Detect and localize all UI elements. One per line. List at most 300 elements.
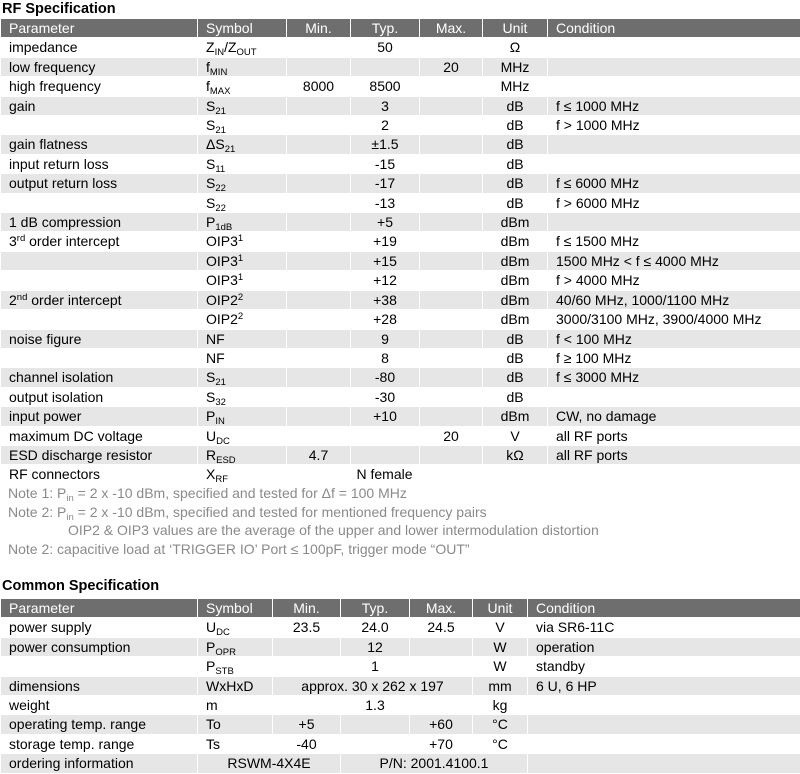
typ-cell: +12 [351,271,420,290]
symbol-cell [198,38,287,57]
symbol-subscript: 21 [215,105,226,116]
note-text-rest: = 2 x -10 dBm, specified and tested for mentioned frequency pairs [73,503,487,520]
parameter-text: 3 [9,233,17,250]
symbol-subscript: 21 [224,144,236,155]
unit-cell: dB [483,96,548,115]
order-code-cell: RSWM-4X4E [198,754,341,773]
max-cell [420,387,483,406]
col-parameter: Parameter [1,19,198,38]
note-line [8,484,798,503]
symbol-cell [198,174,287,193]
max-cell [420,290,483,309]
max-cell [420,271,483,290]
typ-cell: +19 [351,232,420,251]
condition-cell [548,154,800,173]
note-text: OIP2 & OIP3 values are the average of the upper and lower intermodulation distortion [68,522,599,539]
min-cell [287,174,351,193]
condition-cell: 6 U, 6 HP [528,676,800,695]
max-cell [410,637,473,656]
unit-cell: kΩ [483,445,548,464]
max-cell [420,174,483,193]
parameter-text: 2 [9,291,17,308]
symbol-cell [198,445,287,464]
symbol-subscript: OPR [215,646,236,657]
parameter-text: output return loss [9,175,118,192]
parameter-text: ESD discharge resistor [9,446,153,463]
parameter-text: maximum DC voltage [9,427,143,444]
typ-cell: 3 [351,96,420,115]
min-cell [287,407,351,426]
symbol-cell [198,251,287,270]
max-cell [420,77,483,96]
min-cell [287,329,351,348]
symbol-subscript: 1dB [215,222,233,232]
table-row [1,637,800,656]
max-cell [420,232,483,251]
rf-notes [8,484,798,559]
parameter-text: power consumption [9,638,131,655]
unit-cell: dBm [483,251,548,270]
parameter-cell [1,426,198,445]
note-text: Note 2: P [8,503,67,520]
max-cell [420,154,483,173]
parameter-cell [1,696,198,715]
symbol-cell [198,426,287,445]
parameter-cell [1,715,198,734]
table-row [1,116,800,135]
table-row [1,57,800,76]
parameter-cell [1,387,198,406]
symbol-text: R [206,446,217,463]
min-cell [287,271,351,290]
symbol-text: To [206,716,221,733]
typ-cell: +28 [351,310,420,329]
condition-cell: f ≤ 6000 MHz [548,174,800,193]
unit-cell: dB [483,116,548,135]
min-cell: +5 [273,715,341,734]
min-cell [287,368,351,387]
symbol-text: S [206,369,216,386]
parameter-cell [1,251,198,270]
table-row [1,77,800,96]
symbol-subscript: ESD [216,454,236,465]
unit-cell: MHz [483,57,548,76]
symbol-cell [198,715,273,734]
unit-cell: W [473,637,528,656]
parameter-cell [1,271,198,290]
symbol-text: P [206,638,216,655]
parameter-cell [1,213,198,232]
max-cell [420,348,483,367]
symbol-subscript: IN [215,416,225,427]
max-cell: +70 [410,734,473,753]
symbol-subscript: IN [214,47,225,58]
condition-cell [548,213,800,232]
parameter-cell [1,77,198,96]
symbol-text: NF [206,349,225,366]
condition-cell [548,38,800,57]
condition-cell: f > 1000 MHz [548,116,800,135]
unit-cell: dBm [483,310,548,329]
typ-cell: +5 [351,213,420,232]
table-row [1,348,800,367]
parameter-superscript: nd [16,291,28,303]
min-cell: -40 [273,734,341,753]
rf-spec-table [0,18,800,485]
symbol-cell [198,310,287,329]
min-cell [287,57,351,76]
unit-cell: dB [483,193,548,212]
table-row [1,715,800,734]
parameter-text: channel isolation [9,369,114,386]
symbol-text: S [206,388,216,405]
max-cell [420,38,483,57]
max-cell [420,310,483,329]
max-cell: +60 [410,715,473,734]
parameter-cell [1,57,198,76]
col-condition: Condition [548,19,800,38]
parameter-cell [1,193,198,212]
col-parameter: Parameter [1,599,198,618]
max-cell [420,368,483,387]
footnote-ref: 1 [237,233,244,245]
parameter-text: power supply [9,619,92,636]
parameter-text: noise figure [9,330,82,347]
max-cell [420,329,483,348]
max-cell: 20 [420,57,483,76]
symbol-cell [198,154,287,173]
typ-cell [351,445,420,464]
note-line [8,540,798,559]
unit-cell: dB [483,348,548,367]
parameter-cell [1,368,198,387]
condition-cell: f ≤ 3000 MHz [548,368,800,387]
common-spec-table [0,598,800,774]
min-cell [287,154,351,173]
min-cell [287,290,351,309]
symbol-cell [198,329,287,348]
unit-cell: dB [483,174,548,193]
unit-cell: dBm [483,290,548,309]
symbol-text: OIP3 [206,233,238,250]
symbol-subscript-2: OUT [236,47,257,58]
min-cell: 8000 [287,77,351,96]
symbol-subscript: MIN [209,66,228,77]
min-cell [287,251,351,270]
parameter-cell [1,154,198,173]
condition-cell [528,696,800,715]
parameter-cell [1,290,198,309]
condition-cell: operation [528,637,800,656]
symbol-text: ΔS [206,136,225,153]
condition-cell [548,135,800,154]
table-row [1,465,800,484]
table-row [1,426,800,445]
symbol-cell [198,387,287,406]
symbol-text: U [206,427,217,444]
typ-cell [341,734,410,753]
min-cell: 23.5 [273,618,341,637]
col-min: Min. [273,599,341,618]
table-row [1,754,800,773]
min-cell [273,657,341,676]
note-text: Note 2: capacitive load at ‘TRIGGER IO’ Port ≤ 100pF, trigger mode “OUT” [8,541,470,558]
rf-spec-title: RF Specification [2,1,116,17]
condition-cell [528,734,800,753]
symbol-subscript: 21 [215,377,226,388]
symbol-text-2: /Z [224,39,237,56]
symbol-subscript: 32 [215,396,226,407]
part-number-cell: P/N: 2001.4100.1 [341,754,528,773]
value-span-cell: approx. 30 x 262 x 197 [273,676,473,695]
min-cell [273,696,341,715]
symbol-cell [198,77,287,96]
symbol-cell [198,193,287,212]
symbol-text: OIP2 [206,311,238,328]
common-header-row [1,599,800,618]
unit-cell: W [473,657,528,676]
typ-cell: +15 [351,251,420,270]
symbol-cell [198,618,273,637]
table-row [1,154,800,173]
parameter-text: output isolation [9,388,104,405]
common-spec-title: Common Specification [2,578,160,594]
unit-cell: dBm [483,271,548,290]
condition-cell: standby [528,657,800,676]
col-max: Max. [420,19,483,38]
parameter-cell [1,734,198,753]
parameter-text: input power [9,408,82,425]
condition-cell [548,465,800,484]
parameter-text: gain flatness [9,136,88,153]
parameter-text: storage temp. range [9,735,135,752]
typ-cell: -80 [351,368,420,387]
parameter-text-rest: order intercept [25,233,120,250]
table-row [1,696,800,715]
min-cell [287,193,351,212]
table-row [1,387,800,406]
unit-cell: mm [473,676,528,695]
symbol-text: P [206,408,216,425]
symbol-subscript: DC [216,435,230,446]
table-row [1,213,800,232]
max-cell [420,213,483,232]
table-row [1,135,800,154]
symbol-text: Ts [206,735,220,752]
value-span-cell: N female [287,465,483,484]
min-cell [287,348,351,367]
parameter-text: weight [9,697,50,714]
symbol-text: S [206,175,216,192]
unit-cell: dBm [483,407,548,426]
symbol-text: WxHxD [206,677,254,694]
parameter-cell [1,465,198,484]
note-text: Note 1: P [8,485,67,501]
symbol-subscript: STB [215,666,234,677]
table-row [1,445,800,464]
typ-cell: -30 [351,387,420,406]
typ-cell: -17 [351,174,420,193]
col-symbol: Symbol [198,19,287,38]
col-typ: Typ. [341,599,410,618]
unit-cell: dBm [483,232,548,251]
symbol-cell [198,135,287,154]
symbol-text: OIP3 [206,252,238,269]
table-row [1,174,800,193]
parameter-text: input return loss [9,155,109,172]
parameter-cell [1,310,198,329]
table-row [1,329,800,348]
symbol-text: m [206,697,218,714]
parameter-text: high frequency [9,78,101,95]
min-cell [287,96,351,115]
table-row [1,193,800,212]
parameter-cell [1,116,198,135]
note-text-rest: = 2 x -10 dBm, specified and tested for Δf = 100 MHz [73,485,407,501]
symbol-text: P [206,658,216,675]
typ-cell: 24.0 [341,618,410,637]
symbol-cell [198,290,287,309]
parameter-cell [1,38,198,57]
note-subscript: in [66,511,74,523]
table-row [1,676,800,695]
min-cell [287,310,351,329]
min-cell [287,387,351,406]
condition-cell [548,57,800,76]
min-cell [287,116,351,135]
unit-cell: dB [483,329,548,348]
symbol-subscript: DC [216,627,230,638]
parameter-cell [1,618,198,637]
parameter-cell [1,657,198,676]
symbol-cell [198,676,273,695]
footnote-ref: 2 [237,311,244,323]
symbol-text: S [206,117,216,134]
typ-cell: 1.3 [341,696,410,715]
max-cell [420,251,483,270]
unit-cell: °C [473,715,528,734]
col-condition: Condition [528,599,800,618]
symbol-subscript: 11 [215,163,226,174]
min-cell: 4.7 [287,445,351,464]
symbol-cell [198,637,273,656]
symbol-text: f [206,78,210,95]
min-cell [287,38,351,57]
parameter-cell [1,445,198,464]
symbol-text: Z [206,39,215,56]
condition-cell: f ≤ 1500 MHz [548,232,800,251]
symbol-text: OIP3 [206,272,238,289]
symbol-text: U [206,619,217,636]
table-row [1,38,800,57]
footnote-ref: 1 [237,252,244,264]
parameter-text: impedance [9,39,78,56]
parameter-cell [1,676,198,695]
typ-cell [341,715,410,734]
symbol-text: f [206,58,210,75]
unit-cell: dB [483,154,548,173]
symbol-text: NF [206,330,225,347]
typ-cell: 50 [351,38,420,57]
max-cell [410,696,473,715]
condition-cell: CW, no damage [548,407,800,426]
typ-cell: 9 [351,329,420,348]
max-cell [410,657,473,676]
table-row [1,251,800,270]
unit-cell: V [473,618,528,637]
unit-cell [483,465,548,484]
typ-cell [351,57,420,76]
parameter-cell: ordering information [1,754,198,773]
min-cell [273,637,341,656]
min-cell [287,426,351,445]
parameter-cell [1,96,198,115]
typ-cell: +38 [351,290,420,309]
max-cell [420,96,483,115]
condition-cell [528,715,800,734]
condition-cell [528,754,800,773]
rf-header-row [1,19,800,38]
typ-cell: -15 [351,154,420,173]
min-cell [287,232,351,251]
symbol-text: S [206,155,216,172]
typ-cell: +10 [351,407,420,426]
table-row [1,368,800,387]
parameter-cell [1,232,198,251]
symbol-cell [198,657,273,676]
condition-cell: all RF ports [548,426,800,445]
parameter-cell [1,329,198,348]
footnote-ref: 1 [237,272,244,284]
table-row [1,232,800,251]
condition-cell: via SR6-11C [528,618,800,637]
condition-cell [548,387,800,406]
typ-cell: 8 [351,348,420,367]
max-cell [420,445,483,464]
table-row [1,618,800,637]
condition-cell: f > 6000 MHz [548,193,800,212]
col-max: Max. [410,599,473,618]
condition-cell: 3000/3100 MHz, 3900/4000 MHz [548,310,800,329]
symbol-cell [198,368,287,387]
table-row [1,734,800,753]
symbol-cell [198,213,287,232]
unit-cell: dBm [483,213,548,232]
parameter-cell [1,637,198,656]
symbol-cell [198,116,287,135]
max-cell: 20 [420,426,483,445]
symbol-text: S [206,97,216,114]
table-row [1,310,800,329]
symbol-subscript: RF [215,474,229,485]
parameter-superscript: rd [16,233,26,245]
condition-cell: f ≥ 100 MHz [548,348,800,367]
col-unit: Unit [483,19,548,38]
unit-cell: dB [483,135,548,154]
max-cell: 24.5 [410,618,473,637]
note-line [8,503,798,522]
condition-cell: f < 100 MHz [548,329,800,348]
parameter-text-rest: order intercept [27,291,122,308]
symbol-text: P [206,214,216,231]
note-line [8,521,798,540]
typ-cell: 1 [341,657,410,676]
symbol-cell [198,57,287,76]
table-row [1,271,800,290]
condition-cell [548,77,800,96]
col-typ: Typ. [351,19,420,38]
symbol-cell [198,348,287,367]
